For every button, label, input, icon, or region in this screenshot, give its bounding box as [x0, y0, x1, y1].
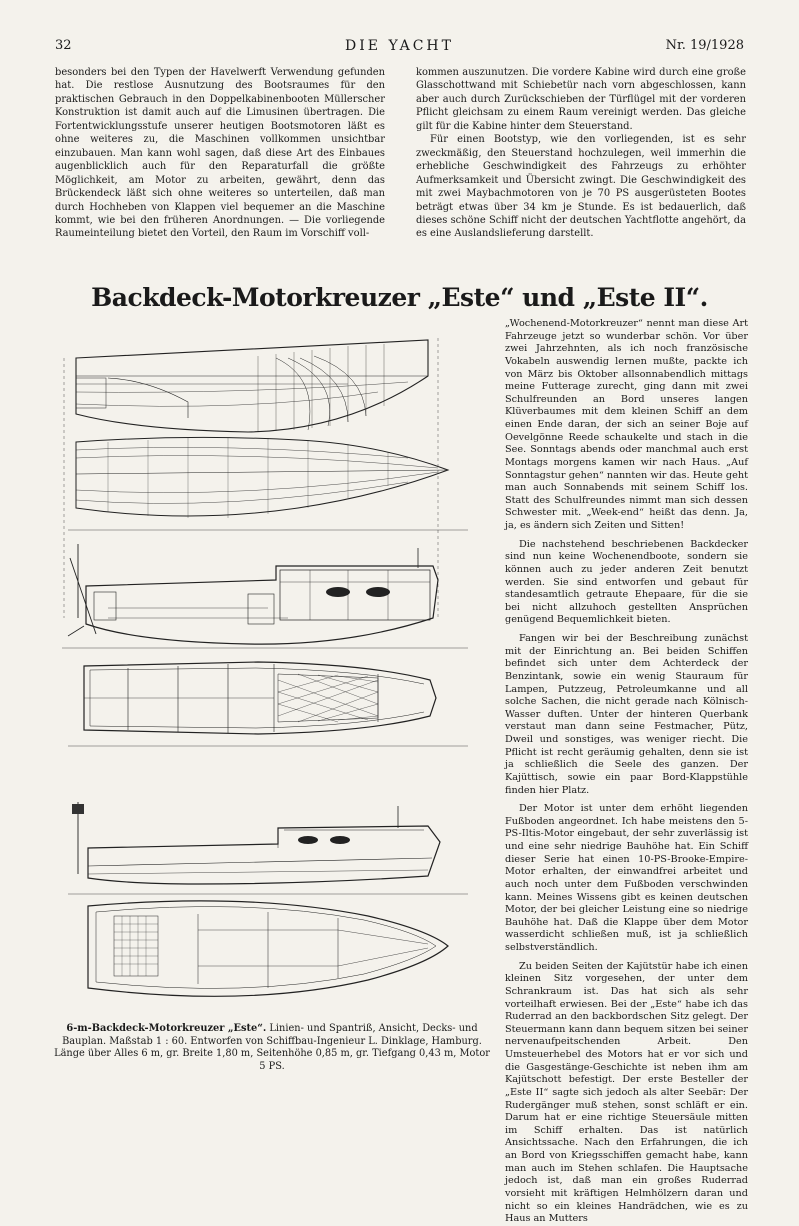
inboard-profile — [62, 544, 468, 648]
caption-title: 6-m-Backdeck-Motorkreuzer „Este“. — [66, 1023, 267, 1034]
article-text-column — [505, 318, 748, 1226]
top-right-column — [416, 66, 746, 241]
deck-view — [88, 901, 448, 996]
lines-plan-profile — [64, 338, 438, 618]
paragraph: Für einen Bootstyp, wie den vorliegenden, ist es sehr zweckmäßig, den Steuerstand hochzulegen, weil immerhin die erhebliche Geschwindigkeit des Fahrzeugs zu erhöhter Aufmerksamkeit und Übersicht zwingt. Die Geschwindigkeit des mit zwei Maybachmotoren von je 70 PS ausgerüsteten Bootes beträgt etwas über 34 km je Stunde. Es ist bedauerlich, daß dieses schöne Schiff nicht der deutschen Yachtflotte angehört, da es eine Auslandslieferung darstellt. — [416, 134, 746, 240]
paragraph: Zu beiden Seiten der Kajütstür habe ich einen kleinen Sitz vorgesehen, der unter dem Schrankraum ist. Das hat sich als sehr vorteilhaft erwiesen. Bei der „Este“ habe ich das Ruderrad an den backbordschen Sitz gelegt. Der Steuermann kann dann bequem sitzen bei seiner nervenaufpeitschenden Arbeit. Den Umsteuerhebel des Motors hat er vor sich und die Gasgestänge-Geschichte ist neben ihm am Kajütschott befestigt. Der erste Besteller der „Este II“ sagte sich jedoch als alter Seebär: Der Rudergänger muß stehen, sonst schläft er ein. Darum hat er eine richtige Steuersäule mitten im Schiff erhalten. Das ist natürlich Ansichtssache. Nach den Erfahrungen, die ich an Bord von Kriegsschiffen gemacht habe, kann man auch im Stehen schlafen. Die Hauptsache jedoch ist, daß man ein großes Ruderrad vorsieht mit kräftigen Helmhölzern daran und nicht so ein kleines Handrädchen, wie es zu Haus an Mutters — [505, 960, 748, 1225]
paragraph: Die nachstehend beschriebenen Backdecker sind nun keine Wochenendboote, sondern sie können auch zu jeder anderen Zeit benutzt werden. Sie sind entworfen und gebaut für standesamtlich getraute Ehepaare, für die sie bei nicht allzuhoch gestellten Ansprüchen genügend Bequemlichkeit bieten. — [505, 538, 748, 626]
boat-plan-drawings — [48, 318, 500, 1018]
deck-plan — [68, 662, 468, 746]
paragraph: besonders bei den Typen der Havelwerft Verwendung gefunden hat. Die restlose Ausnutzung des Bootsraumes für den praktischen Gebrauch in den Doppelkabinenbooten Müllerscher Konstruktion ist damit auch auf die Limusinen übertragen. Die Fortentwicklungsstufe unserer heutigen Bootsmotoren läßt es ohne weiteres zu, die Maschinen vollkommen unsichtbar einzubauen. Man kann wohl sagen, daß diese Art des Einbaues augenblicklich auch für den Reparaturfall die größte Möglichkeit, am Motor zu arbeiten, gewährt, denn das Brückendeck läßt sich ohne weiteres so unterteilen, daß man durch Hochheben von Klappen viel bequemer an die Maschine kommt, wie bei den früheren Anordnungen. — Die vorliegende Raumeinteilung bietet den Vorteil, den Raum im Vorschiff voll- — [55, 67, 385, 240]
figure-caption — [52, 1023, 492, 1073]
exterior-view — [68, 802, 468, 894]
page-number: 32 — [55, 38, 72, 53]
article-title: Backdeck-Motorkreuzer „Este“ und „Este II“. — [91, 283, 708, 312]
paragraph: Der Motor ist unter dem erhöht liegenden Fußboden angeordnet. Ich habe meistens den 5-PS-Iltis-Motor eingebaut, der sehr zuverlässig ist und eine sehr niedrige Bauhöhe hat. Ein Schiff dieser Serie hat einen 10-PS-Brooke-Empire-Motor erhalten, der einwandfrei arbeitet und auch noch unter dem Fußboden verschwinden kann. Meines Wissens gibt es keinen deutschen Motor, der bei gleicher Leistung eine so niedrige Bauhöhe hat. Daß die Klappe über dem Motor wasserdicht schließen muß, ist ja schließlich selbstverständlich. — [505, 803, 748, 953]
paragraph: kommen auszunutzen. Die vordere Kabine wird durch eine große Glasschottwand mit Schiebetür nach vorn abgeschlossen, kann aber auch durch Zurückschieben der Türflügel mit der vorderen Pflicht gleichsam zu einem Raum vereinigt werden. Das gleiche gilt für die Kabine hinter dem Steuerstand. — [416, 67, 746, 132]
lines-plan-half-breadth — [68, 437, 468, 530]
paragraph: „Wochenend-Motorkreuzer“ nennt man diese Art Fahrzeuge jetzt so wunderbar schön. Vor über zwei Jahrzehnten, als ich noch französische Vokabeln auswendig lernen mußte, packte ich von März bis Oktober allsonnabendlich mittags meine Futterage zurecht, ging dann mit zwei Schulfreunden an Bord unseres langen Klüverbaumes mit dem kleinen Schiff an dem einen Ende daran, der sich an seiner Boje auf Oevelgönne Reede schaukelte und stach in die See. Sonntags abends oder manchmal auch erst Montags morgens kamen wir nach Haus. „Auf Sonntagstur gehen“ nannten wir das. Heute geht man auch Sonnabends mit seinem Schiff los. Statt des Schulfreundes nimmt man sich dessen Schwester mit. „Week-end“ heißt das denn. Ja, ja, es ändern sich Zeiten und Sitten! — [505, 318, 748, 531]
top-left-column — [55, 66, 385, 241]
caption-text: Linien- und Spantriß, Ansicht, Decks- und Bauplan. Maßstab 1 : 60. Entworfen von Schiffbau-Ingenieur L. Dinklage, Hamburg. Länge über Alles 6 m, gr. Breite 1,80 m, Seitenhöhe 0,85 m, gr. Tiefgang 0,43 m, Motor 5 PS. — [54, 1023, 490, 1072]
issue-number: Nr. 19/1928 — [665, 38, 744, 53]
running-title: DIE YACHT — [345, 38, 454, 54]
paragraph: Fangen wir bei der Beschreibung zunächst mit der Einrichtung an. Bei beiden Schiffen befindet sich unter dem Achterdeck der Benzintank, sowie ein wenig Stauraum für Lampen, Putzzeug, Petroleumkanne und all solche Sachen, die nicht gerade nach Kölnisch-Wasser duften. Unter der hinteren Querbank verstaut man dann seine Festmacher, Pütz, Dweil und sonstiges, was weniger riecht. Die Pflicht ist recht geräumig gehalten, denn sie ist ja schließlich die Seele des ganzen. Der Kajüttisch, sowie ein paar Bord-Klappstühle finden hier Platz. — [505, 633, 748, 796]
